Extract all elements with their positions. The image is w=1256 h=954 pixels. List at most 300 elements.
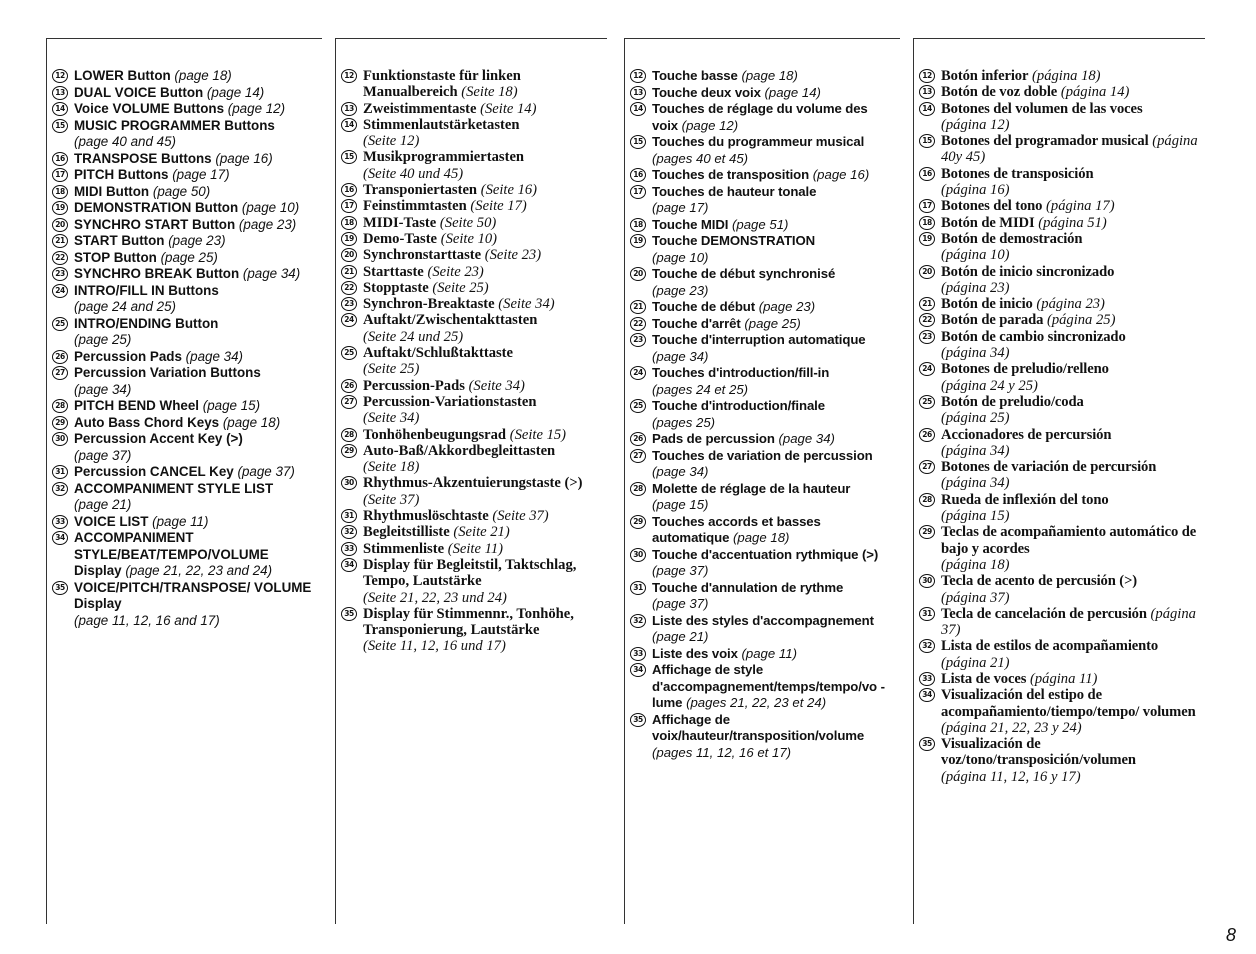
item-text <box>652 481 896 514</box>
page-reference: (Seite 25) <box>432 279 489 296</box>
item-name: Stopptaste <box>363 279 429 296</box>
list-item <box>919 68 1201 84</box>
item-text <box>941 231 1201 264</box>
column-spanish <box>913 38 1205 924</box>
list-item <box>52 316 318 349</box>
item-text <box>363 182 603 198</box>
item-text <box>652 299 896 316</box>
page-reference: (page 21) <box>74 497 132 512</box>
page-reference: (page 18) <box>732 530 790 545</box>
item-number-badge: 18 <box>52 185 68 199</box>
item-text <box>941 638 1201 671</box>
item-name: INTRO/ENDING Button <box>74 315 219 331</box>
item-text <box>74 85 318 102</box>
page-reference: (página 11, 12, 16 y 17) <box>941 768 1081 785</box>
item-text <box>941 606 1201 639</box>
item-number-badge: 13 <box>630 86 646 100</box>
page-reference: (pages 21, 22, 23 et 24) <box>686 695 827 710</box>
list-item <box>341 198 603 214</box>
item-name: Botón de cambio sincronizado <box>941 328 1126 345</box>
item-number-badge: 19 <box>630 234 646 248</box>
list-item <box>919 638 1201 671</box>
item-name: Synchronstarttaste <box>363 247 482 264</box>
item-number-badge: 12 <box>341 69 357 83</box>
page-reference: (página 37) <box>941 605 1196 639</box>
item-text <box>363 264 603 280</box>
item-number-badge: 31 <box>919 607 935 621</box>
item-text <box>652 365 896 398</box>
item-text <box>652 217 896 234</box>
page-reference: (page 18) <box>174 68 232 83</box>
list-item <box>341 68 603 101</box>
item-number-badge: 15 <box>341 150 357 164</box>
item-name: Botón de preludio/coda <box>941 393 1084 410</box>
column-german <box>335 38 607 924</box>
item-name: Botón de parada <box>941 312 1044 329</box>
page-reference: (page 25) <box>160 249 218 265</box>
list-item <box>919 84 1201 100</box>
page-reference: (Seite 25) <box>363 361 420 378</box>
list-item <box>919 492 1201 525</box>
item-number-badge: 32 <box>919 639 935 653</box>
item-text <box>941 573 1201 606</box>
item-number-badge: 28 <box>341 428 357 442</box>
page-reference: (Seite 34) <box>468 377 525 394</box>
page-reference: (Seite 23) <box>484 247 542 264</box>
item-name: Teclas de acompañamiento automático de bajo y acordes <box>941 524 1197 557</box>
list-item <box>630 332 896 365</box>
item-text <box>941 296 1201 312</box>
list-item <box>341 427 603 443</box>
item-number-badge: 23 <box>919 330 935 344</box>
item-text <box>941 312 1201 328</box>
page-reference: (Seite 50) <box>439 214 497 231</box>
item-name: ACCOMPANIMENT STYLE LIST <box>74 480 274 496</box>
item-text <box>941 687 1201 736</box>
page-reference: (page 11) <box>152 513 209 529</box>
item-list <box>630 68 896 761</box>
item-name: LOWER Button <box>74 68 171 83</box>
list-item <box>52 85 318 102</box>
item-text <box>652 712 896 762</box>
item-name: MUSIC PROGRAMMER Buttons <box>74 117 275 133</box>
item-name: Percussion CANCEL Key <box>74 464 234 479</box>
page-reference: (page 51) <box>731 216 789 232</box>
item-list <box>341 68 603 655</box>
list-item <box>630 233 896 266</box>
page-number: 8 <box>1225 925 1236 945</box>
item-name: Zweistimmentaste <box>363 100 477 117</box>
item-text <box>363 198 603 214</box>
list-item <box>341 524 603 540</box>
page-reference: (Seite 37) <box>363 491 420 508</box>
item-name: Visualización de voz/tono/transposición/volumen <box>941 736 1136 769</box>
item-name: Touches de hauteur tonale <box>652 183 817 199</box>
list-item <box>52 283 318 316</box>
item-number-badge: 12 <box>52 69 68 83</box>
page-reference: (page 34) <box>74 381 132 397</box>
item-name: Touche d'annulation de rythme <box>652 579 844 595</box>
item-name: Molette de réglage de la hauteur <box>652 480 851 496</box>
page-reference: (page 25) <box>74 332 132 347</box>
page-reference: (página 11) <box>1030 670 1098 687</box>
item-text <box>652 448 896 481</box>
item-number-badge: 18 <box>630 218 646 232</box>
item-text <box>363 394 603 427</box>
list-item <box>341 182 603 198</box>
page-reference: (página 10) <box>941 247 1010 264</box>
page-reference: (page 14) <box>764 84 821 100</box>
item-number-badge: 22 <box>52 251 68 265</box>
item-text <box>652 101 896 134</box>
list-item <box>52 200 318 217</box>
item-text <box>74 184 318 201</box>
item-text <box>363 606 603 655</box>
item-text <box>74 464 318 481</box>
list-item <box>52 580 318 630</box>
item-number-badge: 24 <box>919 362 935 376</box>
page-reference: (página 24 y 25) <box>941 377 1038 394</box>
item-number-badge: 25 <box>630 399 646 413</box>
item-name: Stimmenlautstärketasten <box>363 116 520 133</box>
list-item <box>630 662 896 712</box>
list-item <box>52 415 318 432</box>
item-name: Touche de début synchronisé <box>652 266 836 281</box>
list-item <box>630 266 896 299</box>
list-item <box>52 514 318 531</box>
page-reference: (page 37) <box>652 563 709 578</box>
item-number-badge: 27 <box>630 449 646 463</box>
list-item <box>630 448 896 481</box>
item-name: Touche d'introduction/finale <box>652 398 825 413</box>
item-name: VOICE/PITCH/TRANSPOSE/ VOLUME Display <box>74 579 312 611</box>
item-name: Auto-Baß/Akkordbegleittasten <box>363 442 556 459</box>
list-item <box>52 431 318 464</box>
item-name: Percussion Accent Key (>) <box>74 431 243 446</box>
page-reference: (page 15) <box>652 497 709 512</box>
item-text <box>652 646 896 663</box>
list-item <box>630 101 896 134</box>
item-name: Demo-Taste <box>363 230 438 247</box>
page-reference: (página 18) <box>941 556 1010 573</box>
list-item <box>630 68 896 85</box>
list-item <box>630 514 896 547</box>
item-name: Auftakt/Zwischentakttasten <box>363 312 538 329</box>
item-number-badge: 20 <box>52 218 68 232</box>
item-number-badge: 20 <box>630 267 646 281</box>
item-text <box>363 117 603 150</box>
item-text <box>652 613 896 646</box>
item-text <box>652 85 896 102</box>
page-reference: (page 11, 12, 16 and 17) <box>74 612 220 628</box>
list-item <box>919 671 1201 687</box>
item-number-badge: 16 <box>919 167 935 181</box>
list-item <box>341 606 603 655</box>
item-number-badge: 22 <box>630 317 646 331</box>
item-text <box>74 316 318 349</box>
column-english <box>46 38 322 924</box>
item-text <box>941 166 1201 199</box>
page-reference: (page 23) <box>652 282 709 298</box>
item-text <box>941 492 1201 525</box>
item-text <box>941 459 1201 492</box>
list-item <box>341 101 603 117</box>
item-text <box>74 415 318 432</box>
item-number-badge: 29 <box>52 416 68 430</box>
page-reference: (pages 11, 12, 16 et 17) <box>652 744 792 760</box>
item-number-badge: 14 <box>52 102 68 116</box>
page-reference: (page 34) <box>242 266 301 281</box>
item-number-badge: 17 <box>630 185 646 199</box>
item-number-badge: 14 <box>341 118 357 132</box>
item-text <box>941 84 1201 100</box>
list-item <box>919 166 1201 199</box>
item-text <box>74 514 318 531</box>
item-text <box>652 547 896 580</box>
page-reference: (página 21) <box>941 654 1010 671</box>
item-number-badge: 17 <box>341 199 357 213</box>
column-french <box>624 38 900 924</box>
item-name: Botones del volumen de las voces <box>941 100 1143 117</box>
item-name: Touche d'interruption automatique <box>652 332 866 347</box>
page-reference: (pages 40 et 45) <box>652 150 749 166</box>
list-item <box>919 329 1201 362</box>
item-name: Accionadores de percursión <box>941 426 1112 443</box>
item-name: Touche MIDI <box>652 216 729 232</box>
page-reference: (page 12) <box>227 101 286 116</box>
item-name: Touches d'introduction/fill-in <box>652 365 830 380</box>
item-number-badge: 24 <box>52 284 68 298</box>
item-number-badge: 20 <box>919 265 935 279</box>
page-reference: (página 17) <box>1046 198 1115 215</box>
item-name: Stimmenliste <box>363 540 445 557</box>
item-text <box>941 215 1201 231</box>
item-number-badge: 30 <box>919 574 935 588</box>
list-item <box>52 398 318 415</box>
item-number-badge: 14 <box>630 102 646 116</box>
list-item <box>52 266 318 283</box>
list-item <box>630 365 896 398</box>
list-item <box>919 198 1201 214</box>
item-number-badge: 32 <box>630 614 646 628</box>
page-reference: (page 12) <box>681 117 739 133</box>
page-reference: (página 12) <box>941 116 1010 133</box>
item-text <box>652 431 896 448</box>
page-reference: (pages 24 et 25) <box>652 381 749 397</box>
item-text <box>74 580 318 630</box>
item-name: Tecla de cancelación de percusión <box>941 605 1147 622</box>
list-item <box>341 296 603 312</box>
item-number-badge: 30 <box>52 432 68 446</box>
page-reference: (page 24 and 25) <box>74 299 176 314</box>
item-name: Liste des voix <box>652 645 738 661</box>
page-reference: (Seite 34) <box>363 410 420 427</box>
item-number-badge: 13 <box>919 85 935 99</box>
list-item <box>341 345 603 378</box>
item-text <box>363 427 603 443</box>
item-name: Touche d'accentuation rythmique (>) <box>652 546 879 562</box>
item-number-badge: 34 <box>52 531 68 545</box>
item-name: ACCOMPANIMENT STYLE/BEAT/TEMPO/VOLUME Display <box>74 530 269 578</box>
item-name: Botones de preludio/relleno <box>941 361 1109 378</box>
item-name: Touche de début <box>652 299 756 314</box>
list-item <box>630 580 896 613</box>
item-name: Begleitstilliste <box>363 524 450 541</box>
item-text <box>652 332 896 365</box>
item-text <box>363 378 603 394</box>
item-text <box>363 280 603 296</box>
item-name: Affichage de voix/hauteur/transposition/volume <box>652 711 865 743</box>
page-reference: (Seite 21, 22, 23 und 24) <box>363 589 507 606</box>
item-list <box>919 68 1201 785</box>
item-name: Tonhöhenbeugungsrad <box>363 426 507 443</box>
list-item <box>341 247 603 263</box>
item-name: Display für Begleitstil, Taktschlag, Tempo, Lautstärke <box>363 556 577 590</box>
item-text <box>941 101 1201 134</box>
list-item <box>52 101 318 118</box>
page-reference: (page 23) <box>168 233 226 248</box>
page-reference: (página 34) <box>941 475 1010 492</box>
page-reference: (Seite 24 und 25) <box>363 328 464 345</box>
item-name: Touche d'arrêt <box>652 315 741 331</box>
item-number-badge: 25 <box>341 346 357 360</box>
item-number-badge: 16 <box>341 183 357 197</box>
item-number-badge: 22 <box>919 313 935 327</box>
list-item <box>52 530 318 580</box>
page-reference: (page 16) <box>812 167 870 182</box>
item-text <box>74 283 318 316</box>
item-name: MIDI-Taste <box>363 214 437 231</box>
item-number-badge: 28 <box>52 399 68 413</box>
item-name: Botón de voz doble <box>941 84 1058 101</box>
item-number-badge: 28 <box>630 482 646 496</box>
page-reference: (page 37) <box>74 447 132 463</box>
item-number-badge: 23 <box>341 297 357 311</box>
item-number-badge: 29 <box>919 525 935 539</box>
item-number-badge: 21 <box>52 234 68 248</box>
item-name: Rhythmus-Akzentuierungstaste (>) <box>363 475 583 492</box>
item-text <box>652 662 896 712</box>
item-number-badge: 15 <box>919 134 935 148</box>
item-number-badge: 25 <box>52 317 68 331</box>
list-item <box>52 118 318 151</box>
item-name: PITCH Buttons <box>74 167 169 182</box>
list-item <box>919 133 1201 166</box>
list-item <box>919 573 1201 606</box>
item-text <box>652 580 896 613</box>
item-number-badge: 34 <box>919 688 935 702</box>
page-reference: (Seite 16) <box>480 182 538 199</box>
item-text <box>652 514 896 547</box>
item-number-badge: 33 <box>630 647 646 661</box>
page-reference: (page 14) <box>206 84 265 100</box>
item-text <box>74 200 318 217</box>
item-text <box>652 398 896 431</box>
list-item <box>630 217 896 234</box>
list-item <box>52 464 318 481</box>
item-name: Percussion Variation Buttons <box>74 365 261 380</box>
item-name: Touches de variation de percussion <box>652 447 873 463</box>
page-reference: (page 34) <box>185 348 243 364</box>
page-reference: (página 25) <box>941 410 1010 427</box>
page-reference: (página 15) <box>941 508 1010 525</box>
item-text <box>652 266 896 299</box>
item-text <box>74 217 318 234</box>
list-item <box>52 167 318 184</box>
item-number-badge: 35 <box>341 607 357 621</box>
item-number-badge: 16 <box>52 152 68 166</box>
item-text <box>363 68 603 101</box>
item-number-badge: 33 <box>919 672 935 686</box>
item-name: Tecla de acento de percusión (>) <box>941 573 1138 590</box>
page-reference: (página 14) <box>1060 84 1130 101</box>
item-number-badge: 35 <box>630 713 646 727</box>
item-name: Visualización del estipo de acompañamiento/tiempo/tempo/ volumen <box>941 687 1196 720</box>
item-number-badge: 24 <box>630 366 646 380</box>
page-reference: (page 23) <box>758 299 816 314</box>
page-reference: (Seite 21) <box>453 524 510 541</box>
item-text <box>74 101 318 118</box>
item-number-badge: 32 <box>52 482 68 496</box>
list-item <box>341 312 603 345</box>
list-item <box>630 85 896 102</box>
item-text <box>74 431 318 464</box>
page-reference: (página 34) <box>941 345 1010 362</box>
item-number-badge: 17 <box>52 168 68 182</box>
item-text <box>74 266 318 283</box>
item-number-badge: 20 <box>341 248 357 262</box>
list-item <box>52 68 318 85</box>
item-number-badge: 34 <box>341 558 357 572</box>
item-name: Touches de transposition <box>652 167 810 182</box>
item-text <box>652 184 896 217</box>
item-text <box>363 149 603 182</box>
item-text <box>652 167 896 184</box>
page-reference: (page 37) <box>237 464 295 479</box>
item-number-badge: 16 <box>630 168 646 182</box>
item-text <box>941 394 1201 427</box>
item-name: START Button <box>74 233 165 248</box>
list-item <box>341 557 603 606</box>
page-reference: (página 16) <box>941 182 1010 199</box>
item-text <box>363 296 603 312</box>
item-text <box>74 151 318 168</box>
item-text <box>74 398 318 415</box>
list-item <box>341 117 603 150</box>
item-number-badge: 35 <box>919 737 935 751</box>
page-reference: (page 37) <box>652 596 709 611</box>
list-item <box>630 316 896 333</box>
page-reference: (page 17) <box>172 167 230 182</box>
item-number-badge: 12 <box>630 69 646 83</box>
item-text <box>74 481 318 514</box>
item-number-badge: 33 <box>52 515 68 529</box>
item-text <box>74 365 318 398</box>
list-item <box>919 394 1201 427</box>
item-text <box>74 118 318 151</box>
page-reference: (Seite 37) <box>492 508 549 525</box>
page-reference: (página 37) <box>941 589 1010 606</box>
item-text <box>363 541 603 557</box>
page-reference: (página 25) <box>1046 312 1116 329</box>
item-name: Lista de voces <box>941 670 1027 687</box>
item-name: Percussion-Pads <box>363 377 465 394</box>
item-text <box>941 68 1201 84</box>
item-text <box>74 167 318 184</box>
item-list <box>52 68 318 629</box>
page-reference: (page 40 and 45) <box>74 134 176 149</box>
item-text <box>941 427 1201 460</box>
